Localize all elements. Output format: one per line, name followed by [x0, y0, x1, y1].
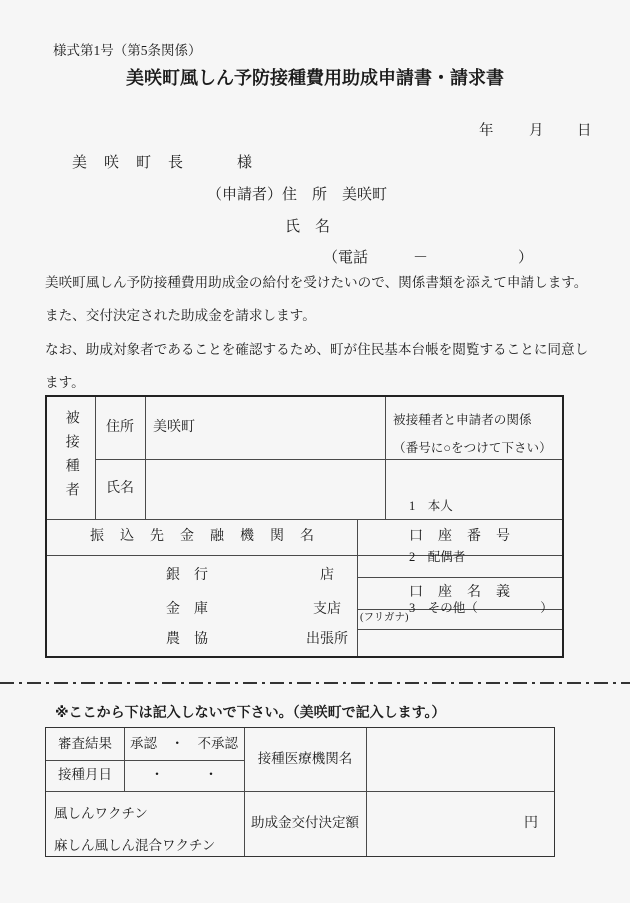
- vaccine-type-rubella: 風しんワクチン: [54, 806, 148, 821]
- body-line: なお、助成対象者であることを確認するため、町が住民基本台帳を閲覧することに同意し: [45, 341, 589, 357]
- addressee: 美咲町長: [72, 155, 201, 171]
- bank-type-shinkin[interactable]: 金 庫: [166, 602, 208, 617]
- applicant-name-label: 氏 名: [285, 219, 331, 235]
- office-use-note: ※ここから下は記入しないで下さい。（美咲町で記入します。）: [55, 704, 446, 720]
- furigana-label-cell[interactable]: (フリガナ): [360, 612, 409, 623]
- clinic-name-label: 接種医療機関名: [257, 751, 353, 767]
- account-name-header-cell: 口座名義: [409, 585, 525, 601]
- subsidy-amount-cell[interactable]: [366, 791, 554, 856]
- addressee-honorific: 様: [237, 155, 253, 171]
- bank-unit-suboffice[interactable]: 出張所: [306, 632, 348, 647]
- relation-option[interactable]: 3 その他（ ）: [409, 601, 553, 615]
- address-value-cell: 美咲町: [153, 420, 195, 436]
- bank-type-ja[interactable]: 農 協: [166, 632, 208, 647]
- relation-option[interactable]: 2 配偶者: [409, 550, 466, 564]
- name-label-cell: 氏名: [106, 481, 134, 497]
- body-line: また、交付決定された助成金を請求します。: [45, 308, 316, 324]
- vaccine-type-cell: [46, 791, 244, 856]
- account-number-header-cell: 口座番号: [409, 529, 525, 545]
- vaccinee-header-label: 被接種者: [63, 410, 79, 506]
- address-label-cell: 住所: [106, 420, 134, 436]
- page-title: 美咲町風しん予防接種費用助成申請書・請求書: [126, 68, 504, 88]
- bank-header-cell: 振込先金融機関名: [90, 529, 330, 545]
- review-result-value[interactable]: 承認 ・ 不承認: [130, 735, 238, 751]
- bank-type-bank[interactable]: 銀 行: [166, 568, 208, 583]
- vaccination-date-value[interactable]: ・ ・: [150, 767, 218, 783]
- applicant-address-line: （申請者）住 所 美咲町: [207, 187, 388, 203]
- relation-header-cell: [385, 397, 562, 459]
- relation-header-line2: （番号に○をつけて下さい）: [393, 441, 552, 455]
- form-number: 様式第1号（第5条関係）: [53, 43, 202, 58]
- clinic-name-input-cell[interactable]: [366, 728, 554, 791]
- body-line: ます。: [45, 375, 85, 391]
- review-result-label: 審査結果: [58, 735, 112, 751]
- vaccinee-header: [47, 397, 95, 519]
- date-day-label: 日: [577, 123, 592, 139]
- cut-line: [0, 682, 630, 684]
- account-name-input-cell[interactable]: [357, 629, 562, 656]
- body-paragraph: [45, 266, 605, 400]
- vaccinee-name-input-cell[interactable]: [145, 459, 357, 519]
- date-month-label: 月: [529, 123, 544, 139]
- vaccinee-bank-table: [45, 395, 564, 658]
- subsidy-amount-label: 助成金交付決定額: [251, 815, 359, 831]
- date-year-label: 年: [479, 123, 494, 139]
- relation-option[interactable]: 1 本人: [409, 499, 453, 513]
- applicant-phone-line: （電話 － ）: [323, 250, 534, 266]
- bank-unit-branch[interactable]: 支店: [313, 602, 341, 617]
- body-line: 美咲町風しん予防接種費用助成金の給付を受けたいので、関係書類を添えて申請します。: [45, 275, 588, 290]
- bank-unit-branch-main[interactable]: 店: [320, 568, 334, 583]
- yen-unit-label: 円: [524, 815, 538, 831]
- office-use-table: [45, 727, 555, 857]
- vaccination-date-label: 接種月日: [58, 767, 112, 783]
- relation-header-line1: 被接種者と申請者の関係: [393, 413, 532, 427]
- vaccine-type-mr: 麻しん風しん混合ワクチン: [54, 838, 216, 853]
- bank-name-cell: [47, 555, 357, 656]
- account-number-input-cell[interactable]: [357, 555, 562, 577]
